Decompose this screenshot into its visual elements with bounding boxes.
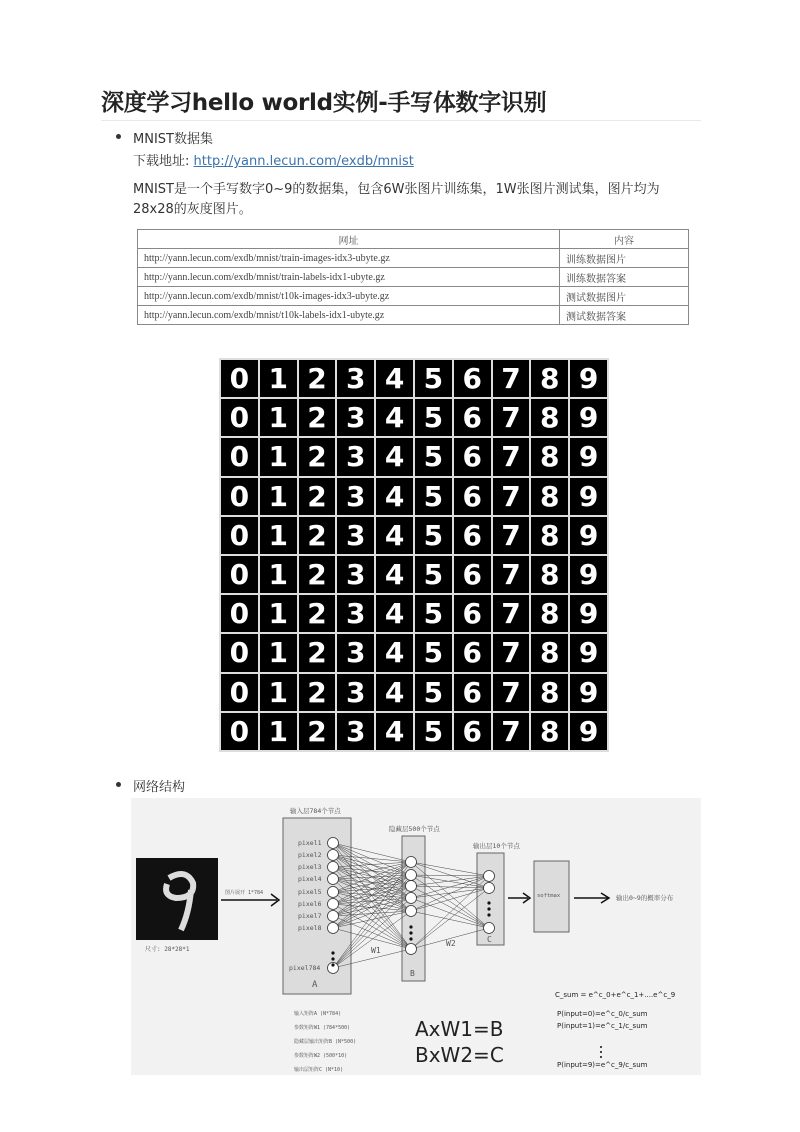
- digit-cell: 3: [337, 478, 374, 515]
- digit-cell: 7: [493, 674, 530, 711]
- digit-cell: 6: [454, 674, 491, 711]
- digit-cell: 4: [376, 674, 413, 711]
- digit-cell: 5: [415, 517, 452, 554]
- pixel-label: pixel8: [298, 924, 322, 932]
- digit-cell: 7: [493, 713, 530, 750]
- digit-cell: 2: [299, 517, 336, 554]
- network-structure-diagram: [131, 798, 701, 1075]
- digit-cell: 9: [570, 674, 607, 711]
- digit-cell: 4: [376, 399, 413, 436]
- digit-cell: 1: [260, 438, 297, 475]
- table-row: [138, 306, 689, 325]
- pixel-label: pixel4: [298, 875, 322, 883]
- download-link[interactable]: http://yann.lecun.com/exdb/mnist: [193, 154, 414, 169]
- matrix-note: 隐藏层输出矩阵B (N*500): [294, 1039, 357, 1045]
- digit-cell: 2: [299, 399, 336, 436]
- digit-cell: 9: [570, 634, 607, 671]
- matrix-note: 输入矩阵A (N*784): [294, 1011, 342, 1017]
- digit-cell: 7: [493, 634, 530, 671]
- download-label: 下载地址:: [133, 154, 194, 169]
- url-cell: http://yann.lecun.com/exdb/mnist/t10k-images-idx3-ubyte.gz: [138, 287, 560, 306]
- header-content: 内容: [560, 230, 689, 249]
- digit-cell: 6: [454, 556, 491, 593]
- digit-cell: 1: [260, 360, 297, 397]
- digit-cell: 0: [221, 478, 258, 515]
- digit-cell: 9: [570, 399, 607, 436]
- matrix-note: 参数矩阵W1 (784*500): [294, 1025, 351, 1031]
- table-row: [138, 249, 689, 268]
- digit-cell: 9: [570, 595, 607, 632]
- digit-cell: 7: [493, 556, 530, 593]
- mnist-description: MNIST是一个手写数字0~9的数据集，包含6W张图片训练集，1W张图片测试集，图片均为28x28的灰度图片。: [133, 182, 660, 217]
- digit-cell: 2: [299, 713, 336, 750]
- digit-cell: 1: [260, 556, 297, 593]
- digit-cell: 2: [299, 674, 336, 711]
- digit-cell: 7: [493, 399, 530, 436]
- pixel-label: pixel784: [289, 964, 321, 972]
- digit-cell: 3: [337, 595, 374, 632]
- digit-cell: 9: [570, 360, 607, 397]
- pixel-label: pixel5: [298, 888, 322, 896]
- digit-cell: 6: [454, 517, 491, 554]
- matrix-note: 参数矩阵W2 (500*10): [294, 1053, 348, 1059]
- digit-cell: 5: [415, 634, 452, 671]
- content-cell: 测试数据图片: [560, 287, 689, 306]
- digit-cell: 0: [221, 517, 258, 554]
- digit-cell: 0: [221, 399, 258, 436]
- digit-cell: 1: [260, 634, 297, 671]
- prob-formula-9: P(input=9)=e^c_9/c_sum: [557, 1061, 648, 1069]
- header-url: 网址: [138, 230, 560, 249]
- content-cell: 测试数据答案: [560, 306, 689, 325]
- digit-cell: 5: [415, 399, 452, 436]
- digit-cell: 5: [415, 478, 452, 515]
- input-size-label: 尺寸: 28*28*1: [145, 946, 190, 953]
- output-distribution-label: 输出0~9的概率分布: [616, 894, 674, 902]
- digit-cell: 4: [376, 478, 413, 515]
- digit-cell: 6: [454, 399, 491, 436]
- digit-cell: 2: [299, 595, 336, 632]
- digit-cell: 8: [531, 713, 568, 750]
- digit-cell: 2: [299, 438, 336, 475]
- digit-cell: 0: [221, 634, 258, 671]
- digit-cell: 2: [299, 556, 336, 593]
- table-row: [138, 268, 689, 287]
- box-c-label: C: [487, 935, 492, 944]
- digit-cell: 9: [570, 438, 607, 475]
- digit-cell: 3: [337, 517, 374, 554]
- digit-cell: 7: [493, 478, 530, 515]
- output-layer-title: 输出层10个节点: [473, 842, 520, 850]
- digit-cell: 9: [570, 478, 607, 515]
- digit-cell: 5: [415, 360, 452, 397]
- digit-cell: 0: [221, 595, 258, 632]
- content-cell: 训练数据图片: [560, 249, 689, 268]
- digit-cell: 5: [415, 674, 452, 711]
- digit-cell: 5: [415, 438, 452, 475]
- url-cell: http://yann.lecun.com/exdb/mnist/train-labels-idx1-ubyte.gz: [138, 268, 560, 287]
- digit-cell: 8: [531, 478, 568, 515]
- matrix-note: 输出层矩阵C (N*10): [294, 1067, 344, 1073]
- digit-cell: 7: [493, 360, 530, 397]
- equation-1: AxW1=B: [415, 1017, 504, 1041]
- digit-cell: 5: [415, 556, 452, 593]
- digit-cell: 0: [221, 713, 258, 750]
- digit-cell: 1: [260, 674, 297, 711]
- digit-cell: 8: [531, 399, 568, 436]
- digit-cell: 7: [493, 595, 530, 632]
- pixel-label: pixel6: [298, 900, 322, 908]
- digit-cell: 6: [454, 595, 491, 632]
- digit-cell: 9: [570, 517, 607, 554]
- prob-formula-1: P(input=1)=e^c_1/c_sum: [557, 1022, 648, 1030]
- dataset-url-table: [137, 229, 689, 325]
- hidden-layer-title: 隐藏层500个节点: [389, 825, 440, 833]
- digit-cell: 1: [260, 399, 297, 436]
- digit-cell: 3: [337, 556, 374, 593]
- digit-cell: 3: [337, 360, 374, 397]
- digit-cell: 9: [570, 556, 607, 593]
- digit-cell: 4: [376, 556, 413, 593]
- digit-cell: 4: [376, 360, 413, 397]
- prob-formula-0: P(input=0)=e^c_0/c_sum: [557, 1010, 648, 1018]
- digit-cell: 4: [376, 438, 413, 475]
- bullet-mnist: MNIST数据集: [133, 128, 213, 147]
- download-line: [133, 152, 414, 172]
- digit-cell: 8: [531, 438, 568, 475]
- url-cell: http://yann.lecun.com/exdb/mnist/t10k-labels-idx1-ubyte.gz: [138, 306, 560, 325]
- digit-cell: 6: [454, 713, 491, 750]
- digit-cell: 4: [376, 517, 413, 554]
- flatten-label: 图片展开 1*784: [225, 890, 264, 896]
- digit-cell: 1: [260, 478, 297, 515]
- digit-cell: 0: [221, 556, 258, 593]
- digit-cell: 6: [454, 634, 491, 671]
- digit-cell: 3: [337, 634, 374, 671]
- digit-cell: 1: [260, 713, 297, 750]
- digit-cell: 1: [260, 517, 297, 554]
- digit-cell: 3: [337, 713, 374, 750]
- input-layer-title: 输入层784个节点: [290, 807, 341, 815]
- digit-cell: 0: [221, 674, 258, 711]
- content-cell: 训练数据答案: [560, 268, 689, 287]
- digit-cell: 2: [299, 478, 336, 515]
- digit-cell: 4: [376, 634, 413, 671]
- digit-cell: 7: [493, 438, 530, 475]
- w1-label: W1: [371, 946, 381, 955]
- digit-cell: 8: [531, 634, 568, 671]
- box-b-label: B: [410, 969, 415, 978]
- digit-cell: 8: [531, 556, 568, 593]
- equation-2: BxW2=C: [415, 1043, 504, 1067]
- digit-cell: 0: [221, 360, 258, 397]
- pixel-label: pixel2: [298, 851, 322, 859]
- table-header-row: [138, 230, 689, 249]
- table-row: [138, 287, 689, 306]
- digit-cell: 6: [454, 360, 491, 397]
- digit-cell: 2: [299, 634, 336, 671]
- digit-cell: 5: [415, 595, 452, 632]
- digit-cell: 8: [531, 517, 568, 554]
- page-title: 深度学习hello world实例-手写体数字识别: [101, 84, 701, 121]
- digit-cell: 4: [376, 713, 413, 750]
- digit-cell: 3: [337, 438, 374, 475]
- digit-cell: 8: [531, 674, 568, 711]
- pixel-label: pixel3: [298, 863, 322, 871]
- digit-cell: 8: [531, 360, 568, 397]
- digit-cell: 8: [531, 595, 568, 632]
- digit-cell: 1: [260, 595, 297, 632]
- digit-cell: 3: [337, 674, 374, 711]
- bullet-network: 网络结构: [133, 776, 185, 795]
- url-cell: http://yann.lecun.com/exdb/mnist/train-images-idx3-ubyte.gz: [138, 249, 560, 268]
- box-a-label: A: [312, 980, 318, 990]
- pixel-label: pixel1: [298, 839, 322, 847]
- softmax-label: softmax: [537, 893, 561, 899]
- digit-cell: 9: [570, 713, 607, 750]
- digit-cell: 2: [299, 360, 336, 397]
- digit-cell: 6: [454, 438, 491, 475]
- pixel-label: pixel7: [298, 912, 322, 920]
- digit-cell: 7: [493, 517, 530, 554]
- mnist-digit-grid-image: [219, 358, 609, 752]
- digit-cell: 4: [376, 595, 413, 632]
- w2-label: W2: [446, 939, 456, 948]
- digit-cell: 6: [454, 478, 491, 515]
- digit-cell: 5: [415, 713, 452, 750]
- digit-cell: 3: [337, 399, 374, 436]
- softmax-sum-formula: C_sum = e^c_0+e^c_1+....e^c_9: [555, 991, 676, 999]
- digit-cell: 0: [221, 438, 258, 475]
